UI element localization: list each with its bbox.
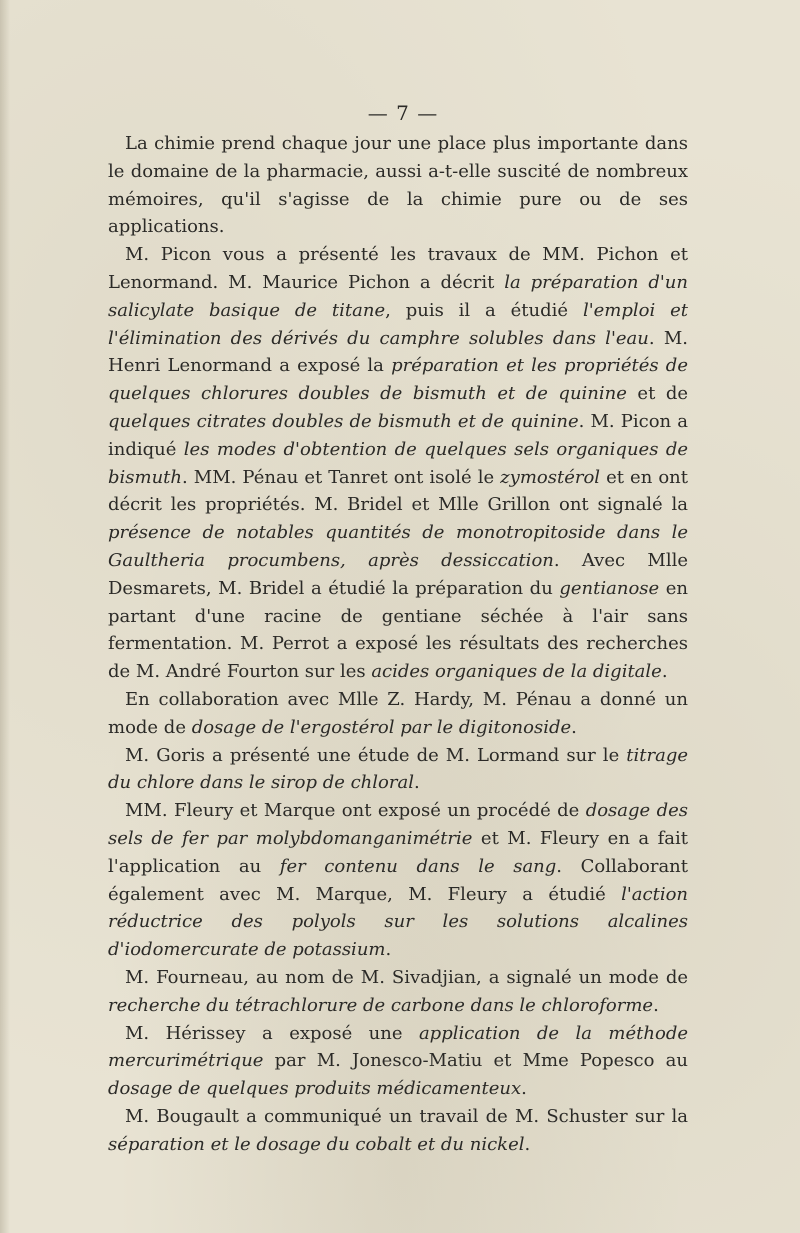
paragraph-fleury: MM. Fleury et Marque ont exposé un procédé de dosage des sels de fer par molybdomanganimétrie et M. Fleury en a fait l'application au fer contenu dans le sang. Collaborant également avec M. Marque, M. Fleury a étudié l'action réductrice des polyols sur les solutions alcalines d'iodomercurate de potassium. [108, 800, 689, 961]
page-number: — 7 — [367, 101, 439, 125]
paragraph-bougault: M. Bougault a communiqué un travail de M. Schuster sur la séparation et le dosage du cobalt et du nickel. [108, 1105, 688, 1155]
paragraph-herissey: M. Hérissey a exposé une application de la méthode mercurimétrique par M. Jonesco-Matiu et Mme Popesco au dosage de quelques produits médicamenteux. [108, 1022, 688, 1100]
paragraph-hardy: En collaboration avec Mlle Z. Hardy, M. Pénau a donné un mode de dosage de l'ergostérol par le digitonoside. [108, 688, 688, 738]
paragraph-intro: La chimie prend chaque jour une place plus importante dans le domaine de la pharmacie, aussi a-t-elle suscité de nombreux mémoires, qu'il s'agisse de la chimie pure ou de ses applications. [108, 133, 688, 238]
paragraph-fourneau: M. Fourneau, au nom de M. Sivadjian, a signalé un mode de recherche du tétrachlorure de carbone dans le chloroforme. [108, 966, 688, 1016]
paragraph-picon: M. Picon vous a présenté les travaux de MM. Pichon et Lenormand. M. Maurice Pichon a décrit la préparation d'un salicylate basique de titane, puis il a étudié l'emploi et l'élimination des dérivés du camphre solubles dans l'eau. M. Henri Lenormand a exposé la préparation et les propriétés de quelques chlorures doubles de bismuth et de quinine et de quelques citrates doubles de bismuth et de quinine. M. Picon a indiqué les modes d'obtention de quelques sels organiques de bismuth. MM. Pénau et Tanret ont isolé le zymostérol et en ont décrit les propriétés. M. Bridel et Mlle Grillon ont signalé la présence de notables quantités de monotropitoside dans le Gaultheria procumbens, après dessiccation. Avec Mlle Desmarets, M. Bridel a étudié la préparation du gentianose en partant d'une racine de gentiane séchée à l'air sans fermentation. M. Perrot a exposé les résultats des recherches de M. André Fourton sur les acides organiques de la digitale. [108, 244, 689, 683]
page-edge-shadow [0, 0, 10, 1233]
document-page [108, 96, 688, 1158]
paragraph-goris: M. Goris a présenté une étude de M. Lormand sur le titrage du chlore dans le sirop de chloral. [108, 744, 688, 794]
